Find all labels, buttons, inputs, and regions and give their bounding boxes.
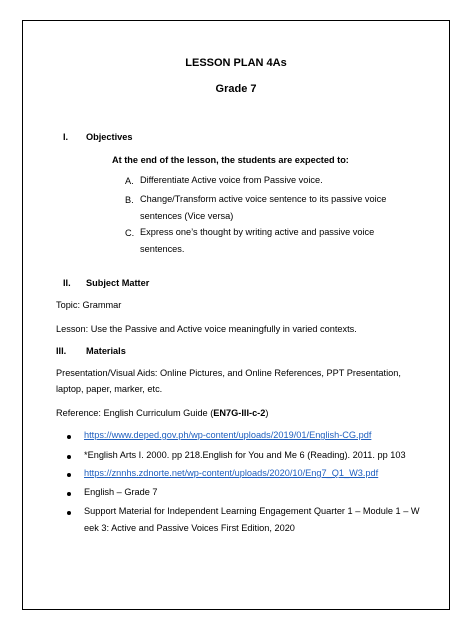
document-page: [22, 20, 450, 610]
objectives-heading: Objectives: [86, 132, 133, 142]
bullet-dot: [67, 492, 71, 496]
english-arts-reference: *English Arts I. 2000. pp 218.English for You and Me 6 (Reading). 2011. pp 103: [84, 450, 406, 460]
bullet-dot: [67, 473, 71, 477]
subject-matter-heading: Subject Matter: [86, 278, 150, 288]
objective-text-a: Differentiate Active voice from Passive voice.: [140, 175, 323, 185]
bullet-dot: [67, 511, 71, 515]
grade-title: Grade 7: [215, 83, 257, 95]
znnhs-module-link[interactable]: https://znnhs.zdnorte.net/wp-content/uploads/2020/10/Eng7_Q1_W3.pdf: [84, 468, 379, 478]
lesson-text: Lesson: Use the Passive and Active voice meaningfully in varied contexts.: [56, 324, 357, 334]
bullet-dot: [67, 455, 71, 459]
reference-code: EN7G-III-c-2: [213, 408, 266, 418]
bullet-dot: [67, 435, 71, 439]
reference-prefix: Reference: English Curriculum Guide (: [56, 408, 214, 418]
subject-matter-number: II.: [63, 278, 71, 288]
topic-text: Topic: Grammar: [56, 300, 122, 310]
objective-text-c: Express one’s thought by writing active and passive voice sentences.: [140, 227, 375, 254]
english-grade-text: English – Grade 7: [84, 487, 158, 497]
deped-cg-link[interactable]: https://www.deped.gov.ph/wp-content/uploads/2019/01/English-CG.pdf: [84, 430, 372, 440]
objective-letter-b: B.: [125, 195, 134, 205]
lesson-title: LESSON PLAN 4As: [185, 57, 287, 69]
objectives-intro: At the end of the lesson, the students are expected to:: [112, 155, 349, 165]
objective-text-b: Change/Transform active voice sentence to its passive voice sentences (Vice versa): [140, 194, 387, 221]
reference-suffix: ): [265, 408, 269, 418]
objectives-number: I.: [63, 132, 69, 142]
visual-aids-text: Presentation/Visual Aids: Online Pictures, and Online References, PPT Presentation, laptop, paper, marker, etc.: [56, 368, 401, 394]
materials-number: III.: [56, 346, 67, 356]
support-material-text: Support Material for Independent Learning Engagement Quarter 1 – Module 1 – W eek 3: Active and Passive Voices First Edition, 2020: [84, 506, 420, 533]
objective-letter-c: C.: [125, 228, 135, 238]
materials-heading: Materials: [86, 346, 126, 356]
objective-letter-a: A.: [125, 176, 134, 186]
reference-line: [56, 405, 268, 421]
